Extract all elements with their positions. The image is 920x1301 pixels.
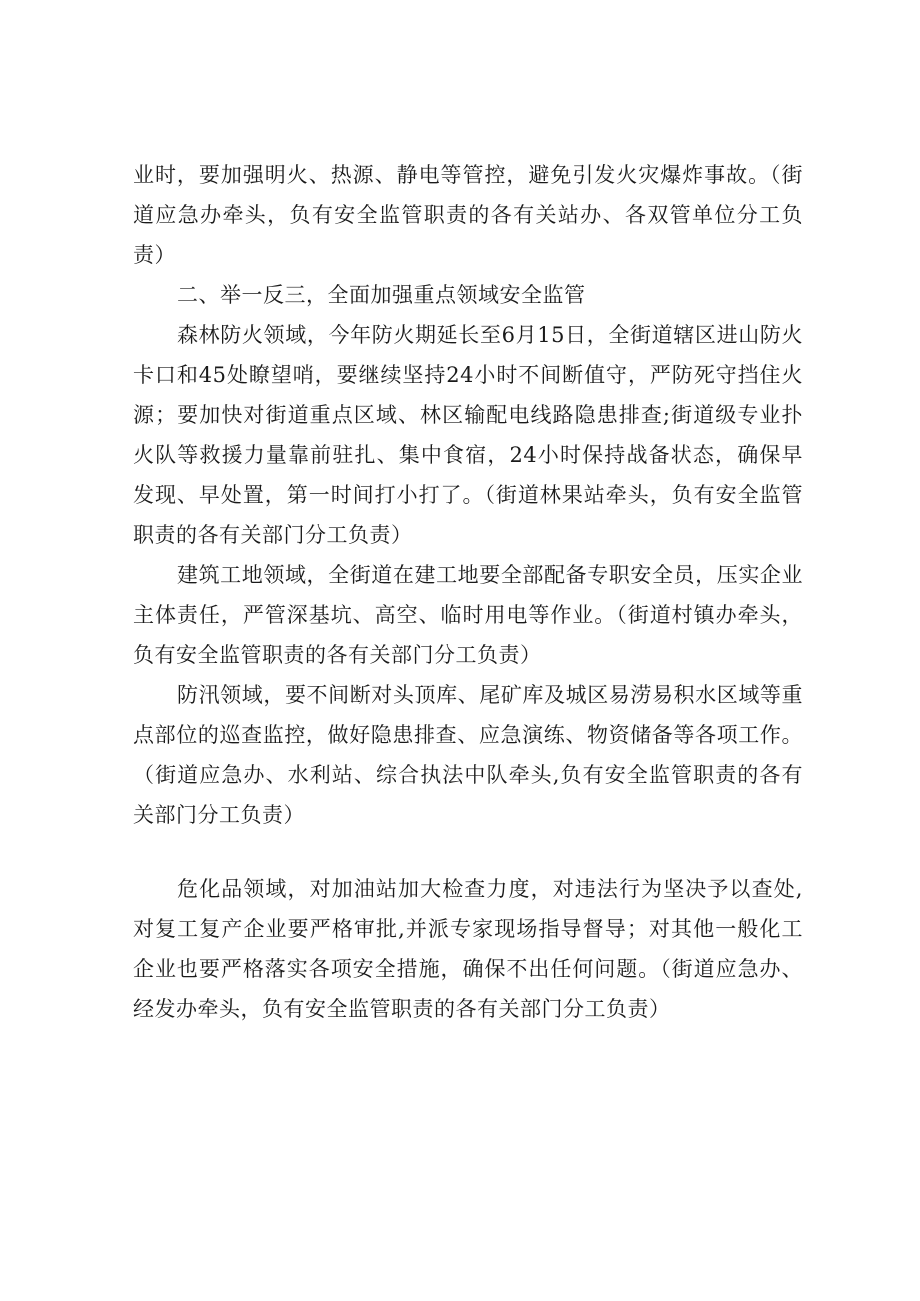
document-body xyxy=(133,155,803,1029)
section-heading: 二、举一反三，全面加强重点领域安全监管 xyxy=(177,283,586,307)
paragraph-construction: 建筑工地领域，全街道在建工地要全部配备专职安全员，压实企业主体责任，严管深基坑、高空、临时用电等作业。（街道村镇办牵头，负有安全监管职责的各有关部门分工负责） xyxy=(133,563,803,667)
paragraph-continuation: 业时，要加强明火、热源、静电等管控，避免引发火灾爆炸事故。（街道应急办牵头，负有安全监管职责的各有关站办、各双管单位分工负责） xyxy=(133,163,803,267)
paragraph-hazardous-chemicals: 危化品领域，对加油站加大检查力度，对违法行为坚决予以查处,对复工复产企业要严格审批,并派专家现场指导督导；对其他一般化工企业也要严格落实各项安全措施，确保不出任何问题。（街道应急办、经发办牵头，负有安全监管职责的各有关部门分工负责） xyxy=(133,877,803,1021)
paragraph-forest-fire: 森林防火领域，今年防火期延长至6月15日，全街道辖区进山防火卡口和45处瞭望哨，要继续坚持24小时不间断值守，严防死守挡住火源；要加快对街道重点区域、林区输配电线路隐患排查;街道级专业扑火队等救援力量靠前驻扎、集中食宿，24小时保持战备状态，确保早发现、早处置，第一时间打小打了。（街道林果站牵头，负有安全监管职责的各有关部门分工负责） xyxy=(133,323,803,547)
paragraph-flood-control: 防汛领域，要不间断对头顶库、尾矿库及城区易涝易积水区域等重点部位的巡查监控，做好隐患排查、应急演练、物资储备等各项工作。（街道应急办、水利站、综合执法中队牵头,负有安全监管职责的各有关部门分工负责） xyxy=(133,683,803,827)
paragraph-spacer xyxy=(133,835,803,869)
